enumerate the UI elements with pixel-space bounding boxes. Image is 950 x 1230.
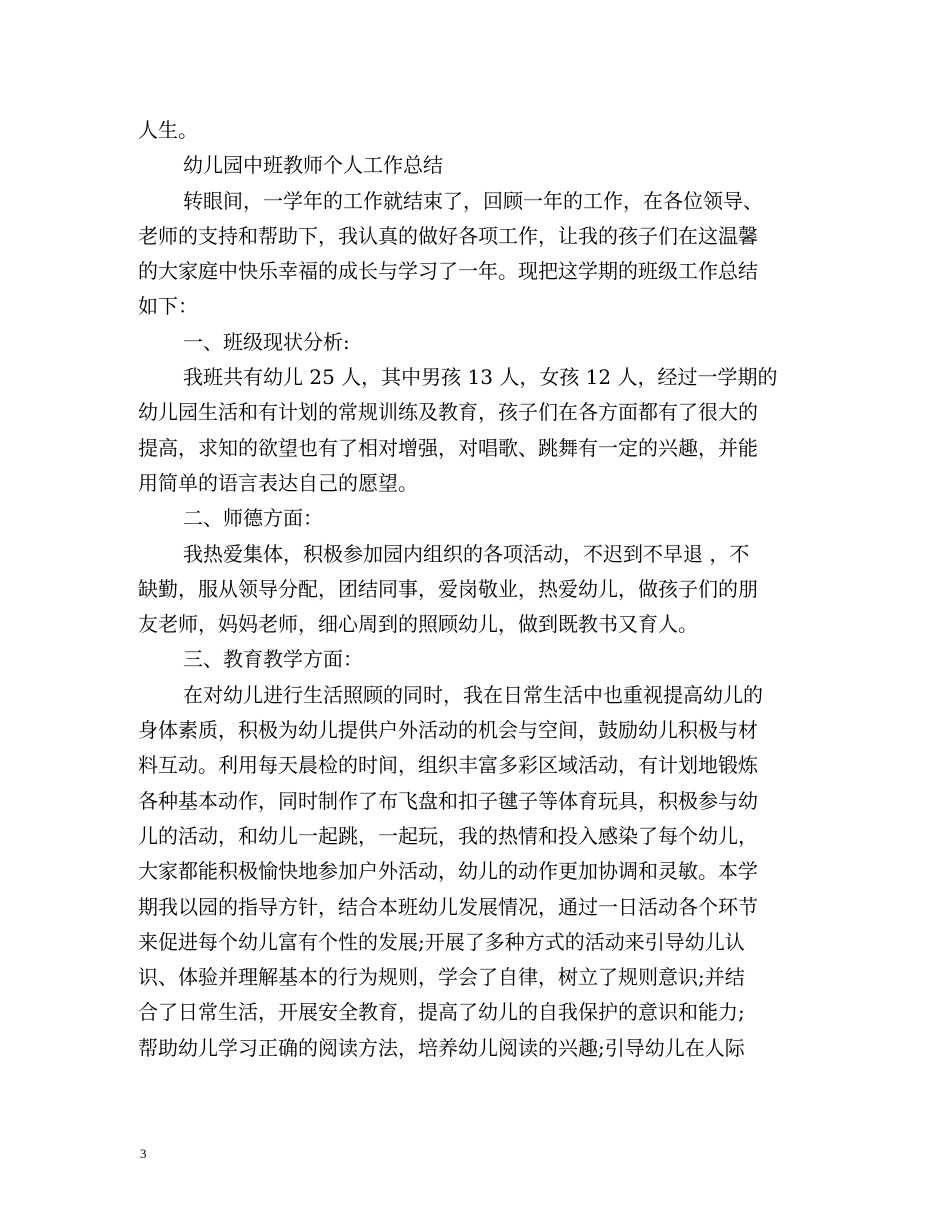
text-line: 友老师，妈妈老师，细心周到的照顾幼儿，做到既教书又育人。 (138, 612, 698, 637)
text-line: 识、体验并理解基本的行为规则，学会了自律，树立了规则意识;并结 (138, 965, 745, 990)
text-line: 帮助幼儿学习正确的阅读方法，培养幼儿阅读的兴趣;引导幼儿在人际 (138, 1035, 745, 1060)
text-line: 合了日常生活，开展安全教育，提高了幼儿的自我保护的意识和能力; (138, 1000, 745, 1025)
text-line: 缺勤，服从领导分配，团结同事，爱岗敬业，热爱幼儿，做孩子们的朋 (138, 576, 758, 601)
section-heading: 三、教育教学方面： (183, 647, 363, 672)
document-body (138, 113, 814, 1066)
section-title: 幼儿园中班教师个人工作总结 (183, 153, 443, 178)
text-line: 料互动。利用每天晨检的时间，组织丰富多彩区域活动，有计划地锻炼 (138, 753, 758, 778)
text-line: 用简单的语言表达自己的愿望。 (138, 470, 418, 495)
text-line: 期我以园的指导方针，结合本班幼儿发展情况，通过一日活动各个环节 (138, 894, 758, 919)
text-line: 老师的支持和帮助下，我认真的做好各项工作，让我的孩子们在这温馨 (138, 223, 758, 248)
text-line: 提高，求知的欲望也有了相对增强，对唱歌、跳舞有一定的兴趣，并能 (138, 435, 758, 460)
text-line: 大家都能积极愉快地参加户外活动，幼儿的动作更加协调和灵敏。本学 (138, 859, 758, 884)
text-line: 来促进每个幼儿富有个性的发展;开展了多种方式的活动来引导幼儿认 (138, 929, 745, 954)
text-line: 在对幼儿进行生活照顾的同时，我在日常生活中也重视提高幼儿的 (183, 682, 763, 707)
text-line: 的大家庭中快乐幸福的成长与学习了一年。现把这学期的班级工作总结 (138, 259, 758, 284)
text-line: 各种基本动作，同时制作了布飞盘和扣子毽子等体育玩具，积极参与幼 (138, 788, 758, 813)
section-heading: 一、班级现状分析: (183, 329, 350, 354)
text-line: 我热爱集体，积极参加园内组织的各项活动，不迟到不早退 ，不 (183, 541, 750, 566)
text-line: 身体素质，积极为幼儿提供户外活动的机会与空间，鼓励幼儿积极与材 (138, 718, 758, 743)
text-line: 儿的活动，和幼儿一起跳，一起玩，我的热情和投入感染了每个幼儿， (138, 823, 758, 848)
text-line: 幼儿园生活和有计划的常规训练及教育，孩子们在各方面都有了很大的 (138, 400, 758, 425)
text-line: 我班共有幼儿 25 人，其中男孩 13 人，女孩 12 人，经过一学期的 (183, 365, 778, 390)
text-line: 如下： (138, 294, 198, 319)
text-line: 转眼间，一学年的工作就结束了，回顾一年的工作，在各位领导、 (183, 188, 763, 213)
text-line: 人生。 (138, 118, 198, 142)
page-number: 3 (140, 1146, 147, 1161)
section-heading: 二、师德方面： (183, 506, 323, 531)
